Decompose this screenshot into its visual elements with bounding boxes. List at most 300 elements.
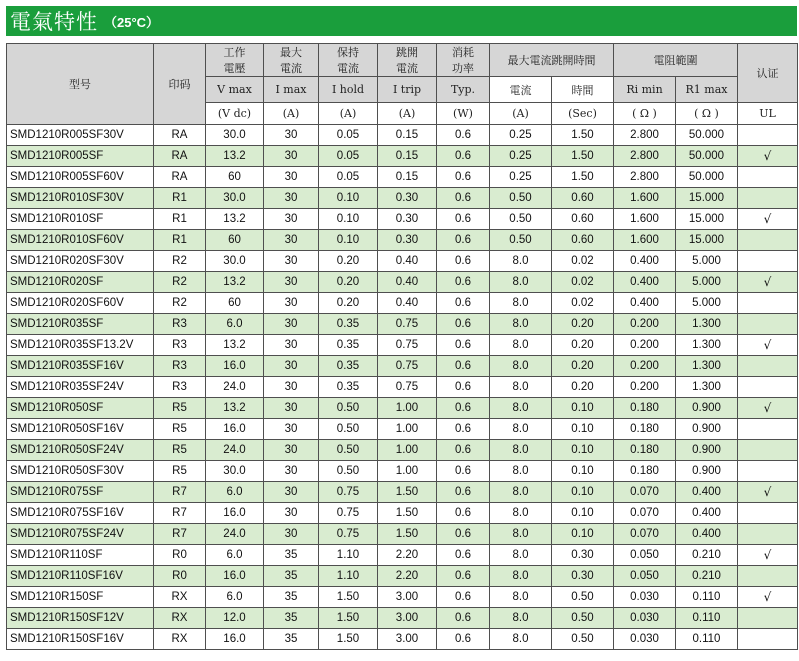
cell-imax: 35 xyxy=(264,629,319,650)
cell-imax: 30 xyxy=(264,125,319,146)
cell-power: 0.6 xyxy=(437,188,490,209)
cell-model: SMD1210R050SF24V xyxy=(7,440,154,461)
unit-ul: UL xyxy=(738,103,798,125)
cell-power: 0.6 xyxy=(437,125,490,146)
cell-rmax: 0.210 xyxy=(676,566,738,587)
unit-w: (W) xyxy=(437,103,490,125)
cell-cert xyxy=(738,293,798,314)
cell-rmin: 0.070 xyxy=(614,482,676,503)
cell-itrip: 2.20 xyxy=(378,545,437,566)
cell-itrip: 3.00 xyxy=(378,608,437,629)
cell-trip-current: 8.0 xyxy=(490,356,552,377)
cell-marking: R2 xyxy=(154,293,206,314)
cell-marking: R0 xyxy=(154,545,206,566)
cell-rmax: 0.210 xyxy=(676,545,738,566)
cell-rmax: 0.900 xyxy=(676,419,738,440)
cell-imax: 30 xyxy=(264,461,319,482)
table-row xyxy=(7,545,798,566)
cell-power: 0.6 xyxy=(437,146,490,167)
cell-vmax: 16.0 xyxy=(206,629,264,650)
cell-ihold: 0.75 xyxy=(319,482,378,503)
cell-marking: R3 xyxy=(154,356,206,377)
cell-marking: R5 xyxy=(154,461,206,482)
cell-marking: R3 xyxy=(154,377,206,398)
table-row xyxy=(7,209,798,230)
cell-rmax: 1.300 xyxy=(676,377,738,398)
cell-trip-current: 8.0 xyxy=(490,377,552,398)
cell-ihold: 0.05 xyxy=(319,167,378,188)
cell-trip-current: 8.0 xyxy=(490,272,552,293)
cell-cert: √ xyxy=(738,272,798,293)
cell-rmax: 0.900 xyxy=(676,398,738,419)
cell-vmax: 24.0 xyxy=(206,524,264,545)
cell-rmax: 0.400 xyxy=(676,524,738,545)
cell-power: 0.6 xyxy=(437,419,490,440)
cell-marking: R1 xyxy=(154,230,206,251)
cell-marking: R0 xyxy=(154,566,206,587)
table-row xyxy=(7,587,798,608)
cell-ihold: 0.75 xyxy=(319,503,378,524)
cell-ihold: 0.05 xyxy=(319,146,378,167)
cell-rmax: 0.110 xyxy=(676,608,738,629)
cell-power: 0.6 xyxy=(437,356,490,377)
cell-rmax: 0.900 xyxy=(676,440,738,461)
cell-itrip: 1.50 xyxy=(378,524,437,545)
cell-marking: RX xyxy=(154,608,206,629)
header-trip-time: 時間 xyxy=(552,77,614,103)
cell-trip-time: 0.30 xyxy=(552,545,614,566)
cell-power: 0.6 xyxy=(437,209,490,230)
table-header xyxy=(7,44,798,125)
cell-rmax: 1.300 xyxy=(676,314,738,335)
cell-model: SMD1210R050SF xyxy=(7,398,154,419)
cell-rmin: 0.070 xyxy=(614,524,676,545)
cell-power: 0.6 xyxy=(437,377,490,398)
cell-trip-time: 0.50 xyxy=(552,587,614,608)
cell-trip-time: 1.50 xyxy=(552,146,614,167)
cell-rmax: 0.900 xyxy=(676,461,738,482)
cell-model: SMD1210R005SF60V xyxy=(7,167,154,188)
cell-marking: RA xyxy=(154,146,206,167)
cell-rmin: 0.030 xyxy=(614,629,676,650)
cell-rmin: 0.180 xyxy=(614,419,676,440)
table-row xyxy=(7,188,798,209)
cell-cert: √ xyxy=(738,209,798,230)
cell-rmax: 15.000 xyxy=(676,188,738,209)
cell-vmax: 16.0 xyxy=(206,419,264,440)
title-bar xyxy=(6,6,797,36)
cell-ihold: 0.05 xyxy=(319,125,378,146)
cell-cert xyxy=(738,629,798,650)
cell-cert xyxy=(738,524,798,545)
cell-model: SMD1210R035SF xyxy=(7,314,154,335)
cell-cert xyxy=(738,167,798,188)
cell-rmax: 1.300 xyxy=(676,356,738,377)
cell-power: 0.6 xyxy=(437,398,490,419)
cell-rmin: 2.800 xyxy=(614,146,676,167)
cell-model: SMD1210R005SF xyxy=(7,146,154,167)
table-body xyxy=(7,125,798,650)
cell-power: 0.6 xyxy=(437,629,490,650)
cell-trip-current: 8.0 xyxy=(490,293,552,314)
cell-vmax: 6.0 xyxy=(206,587,264,608)
cell-rmin: 0.200 xyxy=(614,377,676,398)
table-row xyxy=(7,272,798,293)
cell-cert: √ xyxy=(738,587,798,608)
cell-ihold: 0.20 xyxy=(319,251,378,272)
cell-ihold: 0.20 xyxy=(319,272,378,293)
cell-trip-current: 0.25 xyxy=(490,146,552,167)
cell-marking: R3 xyxy=(154,335,206,356)
cell-power: 0.6 xyxy=(437,545,490,566)
cell-rmin: 0.180 xyxy=(614,398,676,419)
cell-model: SMD1210R150SF xyxy=(7,587,154,608)
cell-vmax: 30.0 xyxy=(206,461,264,482)
cell-trip-time: 0.10 xyxy=(552,440,614,461)
cell-vmax: 16.0 xyxy=(206,503,264,524)
cell-ihold: 0.50 xyxy=(319,398,378,419)
header-work-voltage: 工作 電壓 xyxy=(206,44,264,77)
cell-trip-time: 1.50 xyxy=(552,125,614,146)
cell-trip-time: 0.20 xyxy=(552,335,614,356)
cell-marking: RX xyxy=(154,629,206,650)
cell-marking: R5 xyxy=(154,440,206,461)
cell-itrip: 1.00 xyxy=(378,461,437,482)
cell-imax: 30 xyxy=(264,167,319,188)
cell-itrip: 0.30 xyxy=(378,209,437,230)
cell-ihold: 1.50 xyxy=(319,629,378,650)
cell-power: 0.6 xyxy=(437,461,490,482)
cell-power: 0.6 xyxy=(437,251,490,272)
cell-model: SMD1210R010SF60V xyxy=(7,230,154,251)
cell-power: 0.6 xyxy=(437,566,490,587)
cell-cert xyxy=(738,503,798,524)
electrical-characteristics-table xyxy=(6,43,798,650)
cell-itrip: 0.75 xyxy=(378,377,437,398)
cell-imax: 30 xyxy=(264,293,319,314)
cell-imax: 30 xyxy=(264,146,319,167)
cell-power: 0.6 xyxy=(437,503,490,524)
cell-vmax: 13.2 xyxy=(206,335,264,356)
table-row xyxy=(7,356,798,377)
cell-rmin: 0.030 xyxy=(614,587,676,608)
cell-vmax: 13.2 xyxy=(206,209,264,230)
page-subtitle: （25°C） xyxy=(104,14,160,30)
cell-rmin: 2.800 xyxy=(614,125,676,146)
cell-trip-time: 0.60 xyxy=(552,188,614,209)
cell-trip-time: 0.02 xyxy=(552,293,614,314)
cell-itrip: 0.40 xyxy=(378,251,437,272)
cell-ihold: 0.75 xyxy=(319,524,378,545)
cell-marking: RX xyxy=(154,587,206,608)
table-row xyxy=(7,482,798,503)
table-row xyxy=(7,524,798,545)
cell-marking: R7 xyxy=(154,524,206,545)
cell-trip-time: 0.60 xyxy=(552,230,614,251)
cell-itrip: 3.00 xyxy=(378,629,437,650)
cell-model: SMD1210R010SF30V xyxy=(7,188,154,209)
cell-vmax: 16.0 xyxy=(206,566,264,587)
cell-marking: R7 xyxy=(154,503,206,524)
cell-rmin: 1.600 xyxy=(614,209,676,230)
cell-imax: 30 xyxy=(264,356,319,377)
cell-rmax: 0.400 xyxy=(676,482,738,503)
table-row xyxy=(7,230,798,251)
cell-trip-time: 0.20 xyxy=(552,314,614,335)
cell-itrip: 1.00 xyxy=(378,398,437,419)
cell-trip-time: 0.10 xyxy=(552,419,614,440)
cell-marking: R5 xyxy=(154,398,206,419)
cell-marking: RA xyxy=(154,167,206,188)
page-title: 電氣特性 xyxy=(10,10,98,34)
cell-itrip: 0.15 xyxy=(378,167,437,188)
cell-trip-current: 0.50 xyxy=(490,230,552,251)
cell-rmin: 0.400 xyxy=(614,251,676,272)
cell-rmin: 0.200 xyxy=(614,314,676,335)
cell-itrip: 0.75 xyxy=(378,335,437,356)
cell-ihold: 1.10 xyxy=(319,545,378,566)
cell-model: SMD1210R075SF16V xyxy=(7,503,154,524)
cell-itrip: 0.40 xyxy=(378,272,437,293)
cell-rmin: 0.030 xyxy=(614,608,676,629)
cell-marking: R7 xyxy=(154,482,206,503)
cell-imax: 30 xyxy=(264,335,319,356)
cell-vmax: 30.0 xyxy=(206,251,264,272)
cell-ihold: 0.20 xyxy=(319,293,378,314)
unit-vdc: (V dc) xyxy=(206,103,264,125)
cell-imax: 30 xyxy=(264,419,319,440)
cell-model: SMD1210R035SF24V xyxy=(7,377,154,398)
cell-itrip: 1.50 xyxy=(378,503,437,524)
cell-itrip: 0.75 xyxy=(378,314,437,335)
cell-power: 0.6 xyxy=(437,293,490,314)
cell-ihold: 0.10 xyxy=(319,188,378,209)
cell-trip-time: 0.30 xyxy=(552,566,614,587)
cell-model: SMD1210R020SF60V xyxy=(7,293,154,314)
cell-rmin: 0.200 xyxy=(614,335,676,356)
cell-trip-current: 0.50 xyxy=(490,188,552,209)
cell-itrip: 0.40 xyxy=(378,293,437,314)
cell-rmin: 0.050 xyxy=(614,566,676,587)
cell-vmax: 24.0 xyxy=(206,377,264,398)
cell-ihold: 0.50 xyxy=(319,440,378,461)
cell-trip-time: 0.02 xyxy=(552,272,614,293)
cell-trip-time: 0.10 xyxy=(552,461,614,482)
header-typ: Typ. xyxy=(437,77,490,103)
cell-trip-time: 0.20 xyxy=(552,377,614,398)
cell-itrip: 2.20 xyxy=(378,566,437,587)
cell-itrip: 0.75 xyxy=(378,356,437,377)
cell-imax: 35 xyxy=(264,587,319,608)
cell-itrip: 1.00 xyxy=(378,419,437,440)
table-row xyxy=(7,461,798,482)
unit-ihold: (A) xyxy=(319,103,378,125)
cell-vmax: 13.2 xyxy=(206,398,264,419)
cell-trip-current: 8.0 xyxy=(490,608,552,629)
cell-power: 0.6 xyxy=(437,230,490,251)
cell-marking: R2 xyxy=(154,272,206,293)
cell-model: SMD1210R150SF16V xyxy=(7,629,154,650)
cell-rmax: 15.000 xyxy=(676,209,738,230)
cell-rmin: 0.050 xyxy=(614,545,676,566)
cell-vmax: 60 xyxy=(206,293,264,314)
cell-imax: 30 xyxy=(264,272,319,293)
cell-model: SMD1210R150SF12V xyxy=(7,608,154,629)
cell-imax: 30 xyxy=(264,230,319,251)
header-resistance: 電阻範圍 xyxy=(614,44,738,77)
cell-cert xyxy=(738,419,798,440)
cell-cert: √ xyxy=(738,398,798,419)
header-itrip: I trip xyxy=(378,77,437,103)
header-trip-current: 跳開 電流 xyxy=(378,44,437,77)
cell-rmax: 50.000 xyxy=(676,146,738,167)
cell-trip-time: 0.10 xyxy=(552,482,614,503)
cell-marking: R1 xyxy=(154,209,206,230)
cell-trip-time: 0.50 xyxy=(552,608,614,629)
cell-vmax: 13.2 xyxy=(206,146,264,167)
cell-vmax: 30.0 xyxy=(206,188,264,209)
cell-ihold: 0.35 xyxy=(319,314,378,335)
cell-imax: 30 xyxy=(264,482,319,503)
cell-rmax: 50.000 xyxy=(676,167,738,188)
cell-ihold: 0.50 xyxy=(319,419,378,440)
cell-rmax: 1.300 xyxy=(676,335,738,356)
cell-power: 0.6 xyxy=(437,482,490,503)
cell-trip-time: 0.50 xyxy=(552,629,614,650)
cell-trip-current: 8.0 xyxy=(490,482,552,503)
cell-trip-time: 0.60 xyxy=(552,209,614,230)
cell-trip-time: 0.10 xyxy=(552,503,614,524)
cell-vmax: 13.2 xyxy=(206,272,264,293)
header-cert: 认证 xyxy=(738,44,798,103)
table-row xyxy=(7,251,798,272)
cell-imax: 35 xyxy=(264,608,319,629)
cell-power: 0.6 xyxy=(437,440,490,461)
cell-cert: √ xyxy=(738,146,798,167)
cell-power: 0.6 xyxy=(437,587,490,608)
cell-vmax: 60 xyxy=(206,167,264,188)
header-model: 型号 xyxy=(7,44,154,125)
cell-power: 0.6 xyxy=(437,608,490,629)
cell-imax: 30 xyxy=(264,503,319,524)
cell-cert: √ xyxy=(738,335,798,356)
cell-trip-current: 8.0 xyxy=(490,545,552,566)
cell-imax: 35 xyxy=(264,566,319,587)
cell-trip-current: 0.25 xyxy=(490,167,552,188)
unit-rmax: ( Ω ) xyxy=(676,103,738,125)
table-row xyxy=(7,398,798,419)
cell-ihold: 1.10 xyxy=(319,566,378,587)
table-row xyxy=(7,566,798,587)
cell-model: SMD1210R110SF xyxy=(7,545,154,566)
cell-cert xyxy=(738,230,798,251)
cell-model: SMD1210R020SF30V xyxy=(7,251,154,272)
cell-ihold: 0.50 xyxy=(319,461,378,482)
cell-cert xyxy=(738,125,798,146)
cell-rmin: 1.600 xyxy=(614,188,676,209)
cell-trip-current: 8.0 xyxy=(490,629,552,650)
cell-itrip: 0.15 xyxy=(378,146,437,167)
cell-rmin: 0.180 xyxy=(614,461,676,482)
header-marking: 印码 xyxy=(154,44,206,125)
cell-itrip: 3.00 xyxy=(378,587,437,608)
cell-rmin: 1.600 xyxy=(614,230,676,251)
cell-imax: 30 xyxy=(264,251,319,272)
cell-rmax: 50.000 xyxy=(676,125,738,146)
cell-itrip: 1.00 xyxy=(378,440,437,461)
cell-trip-current: 8.0 xyxy=(490,314,552,335)
cell-vmax: 30.0 xyxy=(206,125,264,146)
cell-cert: √ xyxy=(738,482,798,503)
cell-power: 0.6 xyxy=(437,272,490,293)
cell-imax: 30 xyxy=(264,398,319,419)
cell-rmin: 2.800 xyxy=(614,167,676,188)
cell-ihold: 0.35 xyxy=(319,377,378,398)
cell-trip-time: 0.10 xyxy=(552,398,614,419)
cell-cert xyxy=(738,461,798,482)
header-rmax: R1 max xyxy=(676,77,738,103)
cell-power: 0.6 xyxy=(437,335,490,356)
cell-rmax: 0.110 xyxy=(676,629,738,650)
cell-rmax: 0.400 xyxy=(676,503,738,524)
cell-vmax: 6.0 xyxy=(206,314,264,335)
cell-rmax: 15.000 xyxy=(676,230,738,251)
table-row xyxy=(7,440,798,461)
cell-trip-current: 0.25 xyxy=(490,125,552,146)
cell-marking: R1 xyxy=(154,188,206,209)
cell-trip-current: 0.50 xyxy=(490,209,552,230)
cell-itrip: 0.30 xyxy=(378,188,437,209)
cell-marking: R3 xyxy=(154,314,206,335)
cell-imax: 30 xyxy=(264,440,319,461)
cell-trip-current: 8.0 xyxy=(490,461,552,482)
cell-model: SMD1210R005SF30V xyxy=(7,125,154,146)
cell-vmax: 6.0 xyxy=(206,482,264,503)
cell-imax: 30 xyxy=(264,524,319,545)
cell-cert: √ xyxy=(738,545,798,566)
cell-trip-current: 8.0 xyxy=(490,398,552,419)
cell-model: SMD1210R050SF16V xyxy=(7,419,154,440)
cell-imax: 30 xyxy=(264,314,319,335)
cell-cert xyxy=(738,377,798,398)
header-max-trip-time: 最大電流跳開時間 xyxy=(490,44,614,77)
cell-model: SMD1210R050SF30V xyxy=(7,461,154,482)
cell-trip-current: 8.0 xyxy=(490,503,552,524)
header-hold-current: 保持 電流 xyxy=(319,44,378,77)
cell-model: SMD1210R110SF16V xyxy=(7,566,154,587)
cell-trip-time: 0.10 xyxy=(552,524,614,545)
header-max-current: 最大 電流 xyxy=(264,44,319,77)
table-row xyxy=(7,314,798,335)
table-row xyxy=(7,608,798,629)
cell-cert xyxy=(738,188,798,209)
header-imax: I max xyxy=(264,77,319,103)
cell-imax: 30 xyxy=(264,209,319,230)
cell-trip-time: 0.02 xyxy=(552,251,614,272)
cell-ihold: 0.10 xyxy=(319,230,378,251)
cell-ihold: 1.50 xyxy=(319,608,378,629)
cell-itrip: 1.50 xyxy=(378,482,437,503)
cell-power: 0.6 xyxy=(437,524,490,545)
header-vmax: V max xyxy=(206,77,264,103)
table-row xyxy=(7,146,798,167)
cell-trip-current: 8.0 xyxy=(490,251,552,272)
cell-trip-current: 8.0 xyxy=(490,587,552,608)
unit-rmin: ( Ω ) xyxy=(614,103,676,125)
cell-vmax: 12.0 xyxy=(206,608,264,629)
cell-trip-current: 8.0 xyxy=(490,440,552,461)
header-rmin: Ri min xyxy=(614,77,676,103)
